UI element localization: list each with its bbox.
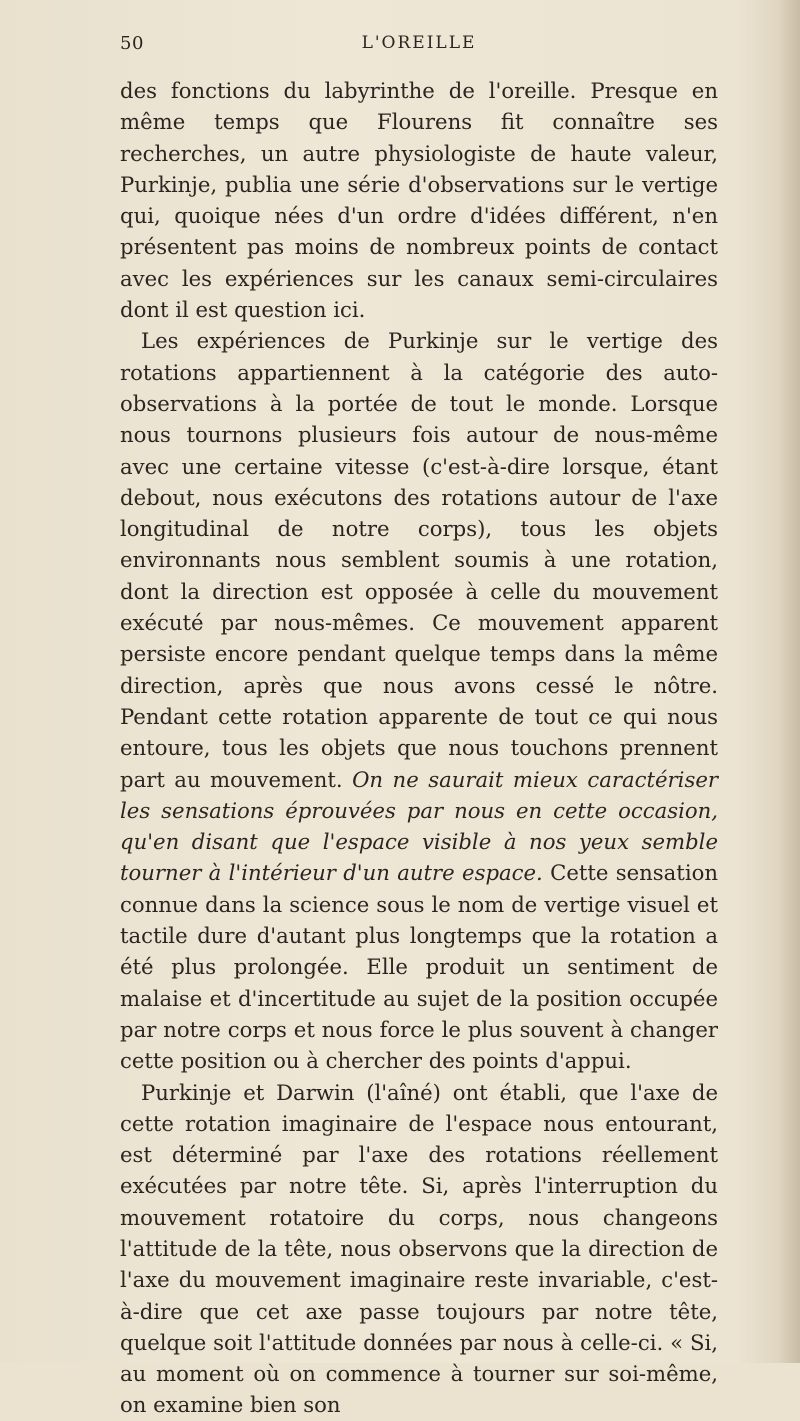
paragraph-3: Purkinje et Darwin (l'aîné) ont établi, que l'axe de cette rotation imaginaire de l'espace nous entourant, est déterminé par l'axe des rotations réellement exécutées par notre tête. Si, après l'interruption du mouvement rotatoire du corps, nous changeons l'attitude de la tête, nous observons que la direction de l'axe du mouvement imaginaire reste invariable, c'est-à-dire que cet axe passe toujours par notre tête, quelque soit l'attitude données par nous à celle-ci. « Si, au moment où on commence à tourner sur soi-même, on examine bien son xyxy=(120,1079,718,1418)
paragraph-2-italic-quote: On ne saurait mieux caractériser les sensations éprouvées par nous en cette occasion, qu'en disant que l'espace visible à nos yeux semble tourner à l'intérieur d'un autre espace. xyxy=(120,766,718,886)
paragraph-2 xyxy=(120,325,718,1076)
paragraph-2-text: Les expériences de Purkinje sur le vertige des rotations appartiennent à la catégorie des auto-observations à la portée de tout le monde. Lorsque nous tournons plusieurs fois autour de nous-même avec une certaine vitesse (c'est-à-dire lorsque, étant debout, nous exécutons des rotations autour de l'axe longitudinal de notre corps), tous les objets environnants nous semblent soumis à une rotation, dont la direction est opposée à celle du mouvement exécuté par nous-mêmes. Ce mouvement apparent persiste encore pendant quelque temps dans la même direction, après que nous avons cessé le nôtre. Pendant cette rotation apparente de tout ce qui nous entoure, tous les objets que nous touchons prennent part au mouvement. xyxy=(120,328,718,792)
page-number: 50 xyxy=(120,33,144,54)
body-text xyxy=(120,75,718,1421)
page-header xyxy=(120,33,718,59)
page-edge-shadow xyxy=(778,0,800,1363)
paragraph-2-text-end: Cette sensation connue dans la science sous le nom de vertige visuel et tactile dure d'autant plus longtemps que la rotation a été plus prolongée. Elle produit un sentiment de malaise et d'incertitude au sujet de la position occupée par notre corps et nous force le plus souvent à changer cette position ou à chercher des points d'appui. xyxy=(120,860,718,1074)
running-head: L'OREILLE xyxy=(361,33,477,53)
paragraph-1: des fonctions du labyrinthe de l'oreille. Presque en même temps que Flourens fit connaître ses recherches, un autre physiologiste de haute valeur, Purkinje, publia une série d'observations sur le vertige qui, quoique nées d'un ordre d'idées différent, n'en présentent pas moins de nombreux points de contact avec les expériences sur les canaux semi-circulaires dont il est question ici. xyxy=(120,78,718,323)
